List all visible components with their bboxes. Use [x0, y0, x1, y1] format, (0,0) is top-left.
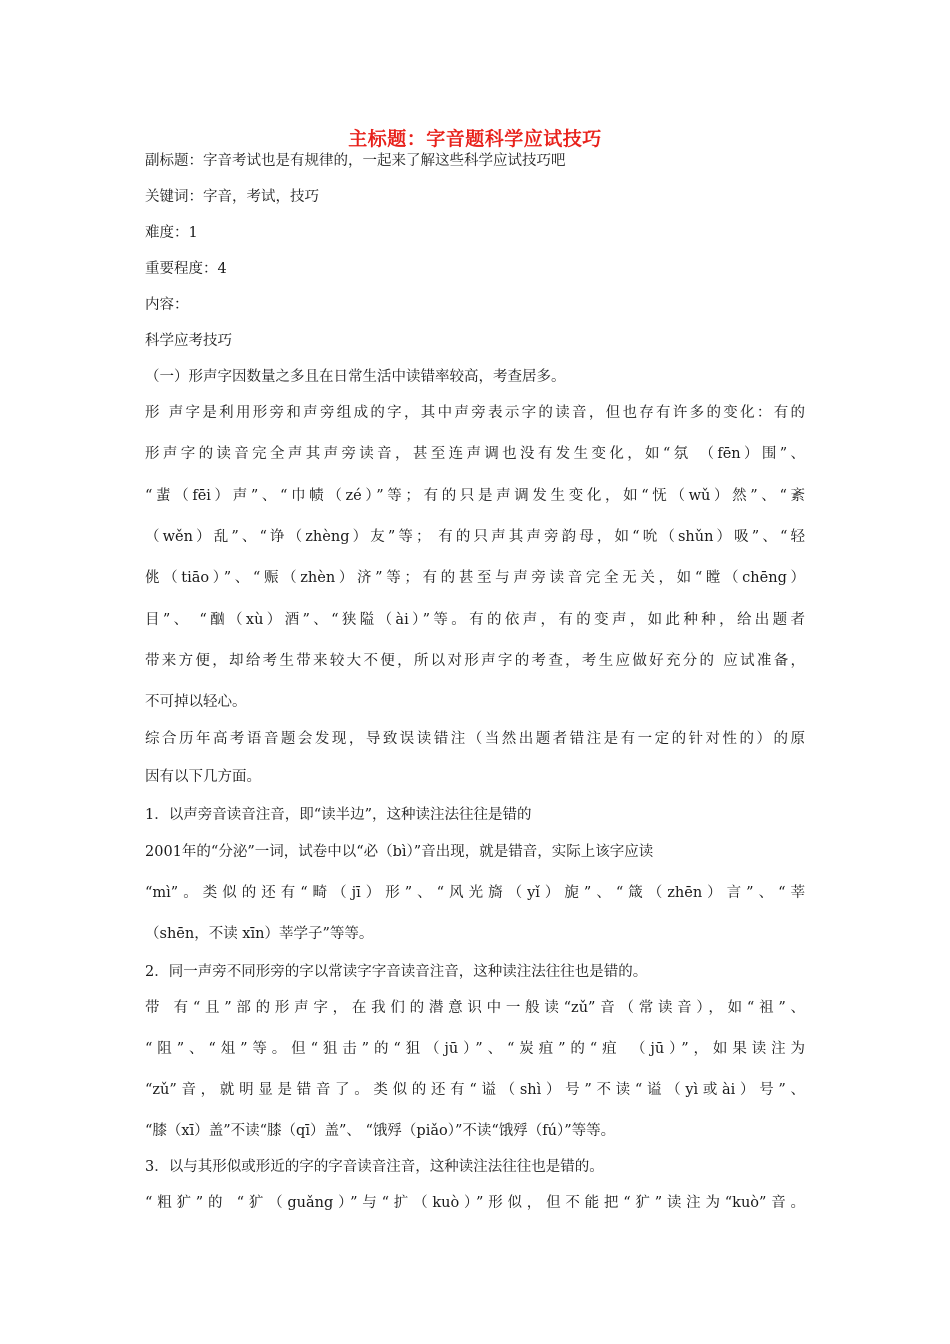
main-title: 主标题：字音题科学应试技巧 [348, 128, 602, 150]
paragraph-line: 带 有“且”部的形声字，在我们的潜意识中一般读“zǔ”音（常读音），如“祖”、 [145, 1000, 805, 1016]
section-heading: 科学应考技巧 [145, 333, 232, 349]
paragraph-line: 带来方便，却给考生带来较大不便，所以对形声字的考查，考生应做好充分的 应试准备， [145, 653, 805, 669]
paragraph-line: 形 声字是利用形旁和声旁组成的字，其中声旁表示字的读音，但也存有许多的变化：有的 [145, 405, 805, 421]
paragraph-line: 2001年的“分泌”一词，试卷中以“必（bì）”音出现，就是错音，实际上该字应读 [145, 844, 654, 860]
paragraph-line: “zǔ”音，就明显是错音了。类似的还有“谥（shì）号”不读“谥（yì或ài）号”、 [145, 1082, 805, 1098]
subtitle-line: 副标题：字音考试也是有规律的，一起来了解这些科学应试技巧吧 [145, 153, 566, 169]
keywords-line: 关键词：字音，考试，技巧 [145, 189, 319, 205]
paragraph-line: 综合历年高考语音题会发现，导致误读错注（当然出题者错注是有一定的针对性的）的原 [145, 731, 805, 747]
paragraph-line: “蜚（fēi）声”、“巾帻（zé）”等；有的只是声调发生变化，如“怃（wǔ）然”、“紊 [145, 488, 805, 504]
paragraph-line: （wěn）乱”、“诤（zhèng）友”等； 有的只声其声旁韵母，如“吮（shǔn）吸”、“轻 [145, 529, 805, 545]
point-one-heading: （一）形声字因数量之多且在日常生活中读错率较高，考查居多。 [145, 369, 566, 385]
paragraph-line: 不可掉以轻心。 [145, 694, 247, 710]
item-two-heading: 2．同一声旁不同形旁的字以常读字字音读音注音，这种读注法往往也是错的。 [145, 964, 648, 980]
paragraph-line: “膝（xī）盖”不读“膝（qī）盖”、 “饿殍（piǎo）”不读“饿殍（fú）”等等。 [145, 1123, 616, 1139]
item-one-heading: 1．以声旁音读音注音，即“读半边”，这种读注法往往是错的 [145, 807, 532, 823]
importance-line: 重要程度：4 [145, 261, 227, 277]
paragraph-line: “阻”、“俎”等。但“狙击”的“狙（jū）”、“炭疽”的“疽 （jū）”，如果读注为 [145, 1041, 805, 1057]
paragraph-line: “粗犷”的 “犷（guǎng）”与“扩（kuò）”形似，但不能把“犷”读注为“kuò”音。 [145, 1195, 805, 1211]
paragraph-line: “mì”。类似的还有“畸（jī）形”、“风光旖（yǐ）旎”、“箴（zhēn）言”、“莘 [145, 885, 805, 901]
paragraph-line: 目”、 “酗（xù）酒”、“狭隘（ài）”等。有的依声，有的变声，如此种种，给出题者 [145, 612, 805, 628]
paragraph-line: 形声字的读音完全声其声旁读音，甚至连声调也没有发生变化，如“氛 （fēn）围”、 [145, 446, 805, 462]
paragraph-line: 因有以下几方面。 [145, 769, 261, 785]
paragraph-line: 佻（tiāo）”、“赈（zhèn）济”等；有的甚至与声旁读音完全无关，如“瞠（chēng） [145, 570, 805, 586]
paragraph-line: （shēn，不读 xīn）莘学子”等等。 [145, 926, 374, 942]
item-three-heading: 3．以与其形似或形近的字的字音读音注音，这种读注法往往也是错的。 [145, 1159, 604, 1175]
content-label: 内容： [145, 297, 189, 313]
difficulty-line: 难度：1 [145, 225, 198, 241]
